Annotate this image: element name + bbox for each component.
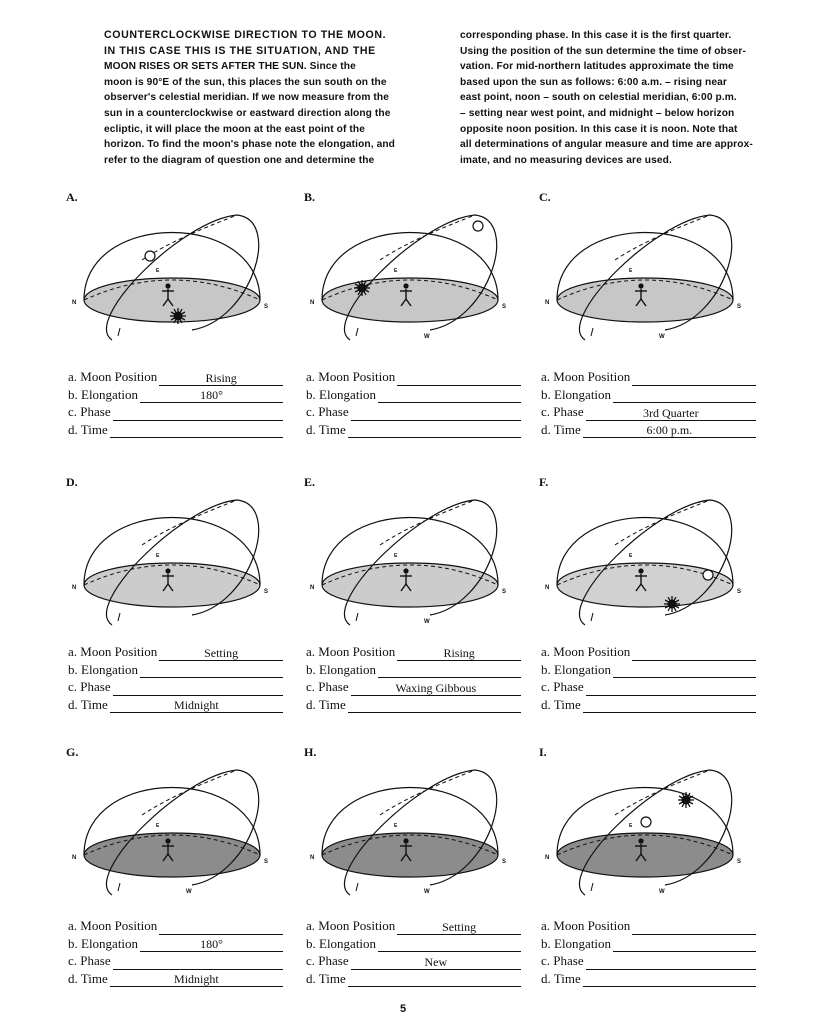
tick-mark [356,883,358,891]
answer-row-phase [68,678,283,696]
question-label: a. Moon Position [68,369,158,384]
east-label: E [394,553,398,559]
intro-line: all determinations of angular measure and time are approx- [460,139,753,151]
answer-row-elongation [541,661,756,679]
question-label: d. Time [306,421,346,437]
west-label: W [424,334,430,340]
north-label: N [545,855,550,861]
question-label: b. Elongation [68,661,139,677]
answer-block [541,917,756,987]
north-label: N [72,855,77,861]
panel-label: H. [304,745,317,759]
north-label: N [310,585,315,591]
answer-field[interactable]: Setting [159,647,283,661]
answer-row-time [306,970,521,988]
intro-line: observer's celestial meridian. If we now measure from the [104,92,389,104]
answer-row-elongation [306,386,521,404]
answer-block [306,917,521,987]
intro-line: refer to the diagram of question one and determine the [104,154,375,166]
ecliptic-back [380,215,475,260]
question-label: a. Moon Position [306,918,396,933]
answer-field[interactable]: New [351,956,521,970]
moon-icon [703,570,713,580]
answer-field[interactable]: Rising [159,372,283,386]
question-label: c. Phase [541,953,584,968]
celestial-sphere-diagram [545,485,755,650]
answer-field[interactable]: 6:00 p.m. [583,424,756,438]
answer-field[interactable] [113,682,283,696]
intro-line: based upon the sun as follows: 6:00 a.m. – rising near [460,76,727,88]
moon-icon [473,221,483,231]
answer-field[interactable]: 3rd Quarter [586,407,756,421]
answer-row-time [306,421,521,439]
answer-row-moon-position [306,368,521,386]
question-label: d. Time [306,970,346,986]
question-label: d. Time [68,696,108,712]
question-label: a. Moon Position [68,918,158,933]
question-label: c. Phase [68,679,111,694]
answer-field[interactable]: 180° [140,938,283,952]
ecliptic-back [142,770,237,815]
tick-mark [591,328,593,336]
answer-row-elongation [68,386,283,404]
celestial-sphere-diagram [72,485,282,650]
celestial-sphere-diagram [310,755,520,920]
south-label: S [264,304,269,310]
question-label: a. Moon Position [541,918,631,933]
intro-line: MOON RISES OR SETS AFTER THE SUN. Since the [104,61,356,73]
east-label: E [156,553,160,559]
south-label: S [264,589,269,595]
answer-row-phase [306,952,521,970]
answer-field[interactable] [348,973,521,987]
north-label: N [545,300,550,306]
tick-mark [356,328,358,336]
intro-line: COUNTERCLOCKWISE DIRECTION TO THE MOON. [104,29,387,41]
sun-icon [678,792,694,808]
answer-field[interactable]: Midnight [110,699,283,713]
answer-block [68,917,283,987]
answer-row-phase [306,403,521,421]
south-label: S [502,304,507,310]
question-label: a. Moon Position [541,644,631,659]
panel-label: I. [539,745,547,759]
tick-mark [356,613,358,621]
page-number: 5 [400,1003,407,1015]
intro-line: Using the position of the sun determine the time of obser- [460,45,746,57]
answer-field[interactable] [632,647,756,661]
answer-row-phase [68,952,283,970]
question-label: b. Elongation [68,935,139,951]
west-label: W [424,889,430,895]
answer-block [68,368,283,438]
west-label: W [659,889,665,895]
moon-icon [641,817,651,827]
answer-row-phase [541,678,756,696]
west-label: W [424,619,430,625]
answer-field[interactable] [613,938,756,952]
panel-label: D. [66,475,78,489]
west-label: W [659,334,665,340]
answer-row-time [541,970,756,988]
answer-row-time [68,421,283,439]
question-label: b. Elongation [306,935,377,951]
answer-row-phase [541,403,756,421]
celestial-sphere-diagram [310,200,520,365]
answer-field[interactable] [348,424,521,438]
answer-field[interactable] [348,699,521,713]
east-label: E [629,268,633,274]
question-label: b. Elongation [541,935,612,951]
panel-label: F. [539,475,549,489]
answer-field[interactable] [113,407,283,421]
question-label: c. Phase [68,404,111,419]
question-label: b. Elongation [541,386,612,402]
ecliptic-back [142,500,237,545]
ecliptic-back [615,770,710,815]
question-label: c. Phase [306,679,349,694]
question-label: b. Elongation [68,386,139,402]
intro-line: east point, noon – south on celestial meridian, 6:00 p.m. [460,92,737,104]
question-label: c. Phase [541,679,584,694]
panel-label: A. [66,190,78,204]
question-label: a. Moon Position [68,644,158,659]
answer-field[interactable]: Midnight [110,973,283,987]
tick-mark [118,328,120,336]
answer-row-moon-position [541,368,756,386]
answer-field[interactable] [613,664,756,678]
panel-label: E. [304,475,316,489]
answer-field[interactable] [378,389,521,403]
question-label: b. Elongation [306,386,377,402]
question-label: a. Moon Position [541,369,631,384]
intro-right-column [460,28,755,168]
north-label: N [545,585,550,591]
south-label: S [737,859,742,865]
celestial-sphere-diagram [72,755,282,920]
intro-line: corresponding phase. In this case it is the first quarter. [460,30,732,41]
answer-row-elongation [306,935,521,953]
answer-field[interactable] [159,921,283,935]
answer-row-elongation [68,661,283,679]
question-label: b. Elongation [306,661,377,677]
question-label: c. Phase [68,953,111,968]
answer-row-elongation [541,935,756,953]
intro-line: sun in a counterclockwise or eastward direction along the [104,107,391,119]
answer-row-moon-position [541,917,756,935]
intro-line: vation. For mid-northern latitudes approximate the time [460,61,734,73]
question-label: c. Phase [541,404,584,419]
north-label: N [72,585,77,591]
answer-field[interactable] [397,372,521,386]
moon-icon [145,251,155,261]
answer-field[interactable]: Waxing Gibbous [351,682,521,696]
east-label: E [629,553,633,559]
answer-block [68,643,283,713]
answer-block [306,643,521,713]
ecliptic-back [142,215,237,260]
answer-field[interactable] [140,664,283,678]
answer-row-moon-position [541,643,756,661]
south-label: S [737,589,742,595]
celestial-sphere-diagram [545,755,755,920]
answer-field[interactable] [632,372,756,386]
tick-mark [591,883,593,891]
question-label: d. Time [541,970,581,986]
answer-row-phase [541,952,756,970]
south-label: S [502,589,507,595]
intro-line: imate, and no measuring devices are used. [460,154,672,166]
answer-row-moon-position [306,643,521,661]
answer-row-time [68,970,283,988]
answer-field[interactable]: 180° [140,389,283,403]
answer-field[interactable] [583,973,756,987]
intro-left-column [104,28,399,168]
east-label: E [394,823,398,829]
intro-line: IN THIS CASE THIS IS THE SITUATION, AND THE [104,44,376,57]
west-label: W [186,889,192,895]
answer-block [541,368,756,438]
ecliptic-back [615,215,710,260]
north-label: N [310,300,315,306]
answer-block [306,368,521,438]
question-label: d. Time [68,970,108,986]
answer-row-phase [68,403,283,421]
answer-row-moon-position [306,917,521,935]
answer-field[interactable] [586,682,756,696]
answer-field[interactable] [586,956,756,970]
panel-label: C. [539,190,551,204]
question-label: a. Moon Position [306,369,396,384]
question-label: c. Phase [306,953,349,968]
east-label: E [629,823,633,829]
celestial-sphere-diagram [310,485,520,650]
tick-mark [591,613,593,621]
ecliptic-back [615,500,710,545]
answer-field[interactable] [351,407,521,421]
question-label: d. Time [541,421,581,437]
answer-row-elongation [541,386,756,404]
intro-line: horizon. To find the moon's phase note the elongation, and [104,139,396,151]
answer-field[interactable] [110,424,283,438]
south-label: S [264,859,269,865]
intro-line: – setting near west point, and midnight – below horizon [460,107,735,119]
east-label: E [156,268,160,274]
east-label: E [156,823,160,829]
east-label: E [394,268,398,274]
answer-row-elongation [68,935,283,953]
question-label: a. Moon Position [306,644,396,659]
north-label: N [310,855,315,861]
ecliptic-back [380,770,475,815]
tick-mark [118,883,120,891]
question-label: d. Time [306,696,346,712]
answer-field[interactable] [613,389,756,403]
answer-field[interactable] [632,921,756,935]
answer-row-moon-position [68,368,283,386]
answer-row-time [306,696,521,714]
answer-row-phase [306,678,521,696]
answer-field[interactable] [113,956,283,970]
answer-row-elongation [306,661,521,679]
answer-field[interactable] [583,699,756,713]
answer-field[interactable] [378,664,521,678]
intro-line: opposite noon position. In this case it is noon. Note that [460,123,738,135]
intro-line: ecliptic, it will place the moon at the east point of the [104,123,365,135]
tick-mark [118,613,120,621]
answer-field[interactable]: Rising [397,647,521,661]
answer-block [541,643,756,713]
question-label: b. Elongation [541,661,612,677]
answer-row-moon-position [68,917,283,935]
celestial-sphere-diagram [72,200,282,365]
panel-label: G. [66,745,79,759]
answer-row-time [541,696,756,714]
intro-line: moon is 90°E of the sun, this places the sun south on the [104,76,387,88]
question-label: d. Time [68,421,108,437]
answer-row-moon-position [68,643,283,661]
answer-row-time [541,421,756,439]
answer-field[interactable] [378,938,521,952]
question-label: c. Phase [306,404,349,419]
answer-field[interactable]: Setting [397,921,521,935]
celestial-sphere-diagram [545,200,755,365]
question-label: d. Time [541,696,581,712]
panel-label: B. [304,190,316,204]
north-label: N [72,300,77,306]
south-label: S [737,304,742,310]
answer-row-time [68,696,283,714]
south-label: S [502,859,507,865]
ecliptic-back [380,500,475,545]
